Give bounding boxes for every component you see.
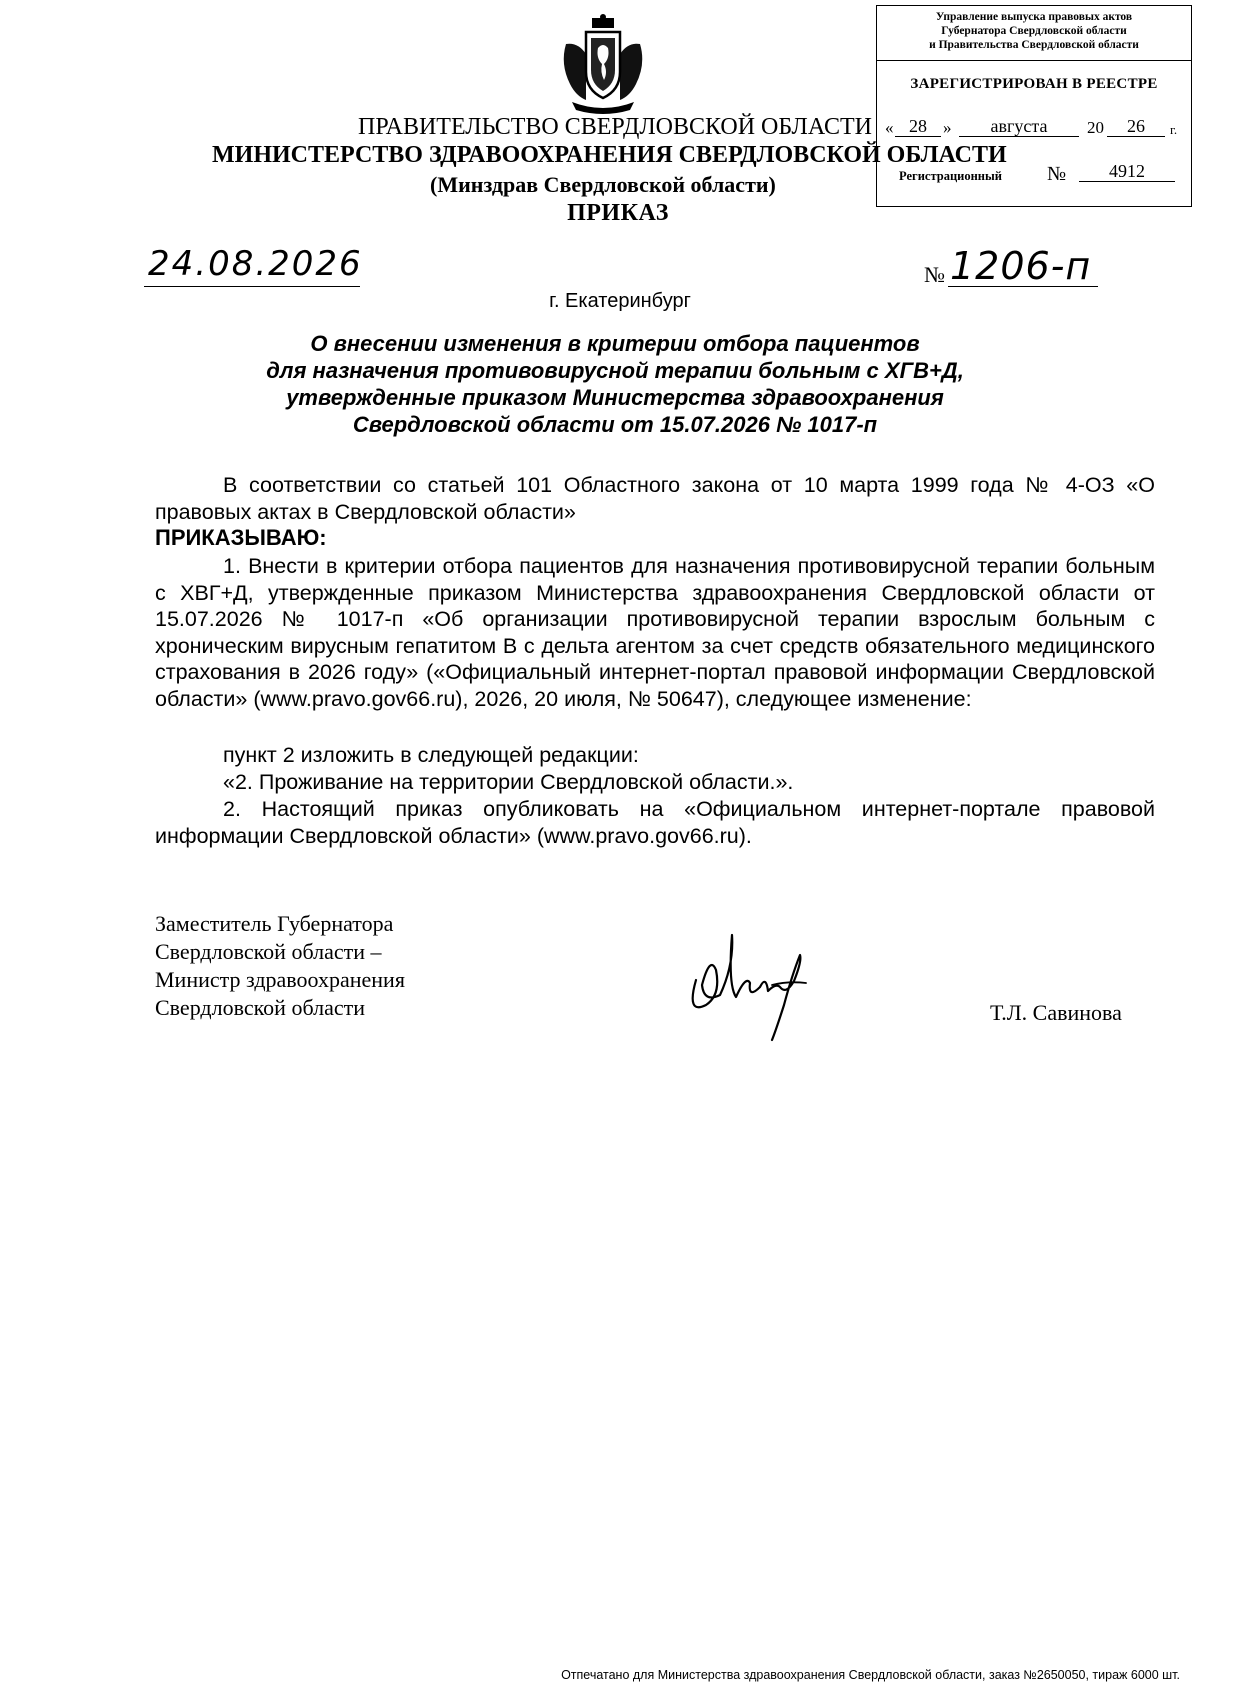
stamp-department [877,6,1191,61]
signer-position-line: Свердловской области – [155,939,382,964]
signer-position-line: Заместитель Губернатора [155,911,394,936]
item-2-paragraph: 2. Настоящий приказ опубликовать на «Официальном интернет-портале правовой информации Свердловской области» (www.pravo.gov66.ru). [155,797,1155,848]
stamp-year-suffix: 26 [1107,116,1165,137]
order-number-underline [948,286,1098,287]
print-imprint: Отпечатано для Министерства здравоохранения Свердловской области, заказ №2650050, тираж 6000 шт. [561,1668,1180,1682]
subject-line: Свердловской области от 15.07.2026 № 1017-п [352,412,878,437]
stamp-year-abbr: г. [1170,122,1178,137]
subject-line: О внесении изменения в критерии отбора пациентов [310,331,920,356]
stamp-dept-line: Управление выпуска правовых актов [935,11,1133,23]
ministry-title: МИНИСТЕРСТВО ЗДРАВООХРАНЕНИЯ СВЕРДЛОВСКОЙ ОБЛАСТИ [212,142,1007,168]
stamp-reg-number: 4912 [1079,161,1175,182]
stamp-year-prefix: 20 [1087,118,1104,137]
stamp-month: августа [959,116,1079,137]
signer-position-line: Министр здравоохранения [155,967,405,992]
stamp-no-sign: № [1047,163,1067,185]
stamp-dept-line: Губернатора Свердловской области [941,25,1127,37]
order-date-underline [144,286,360,287]
signer-position-line: Свердловской области [155,995,365,1020]
order-directive: ПРИКАЗЫВАЮ: [155,525,327,550]
item-1-new-wording: «2. Проживание на территории Свердловской области.». [223,770,794,794]
subject-line: для назначения противовирусной терапии больным с ХГВ+Д, [266,358,964,383]
order-number: 1206-п [950,244,1092,288]
subject-line: утвержденные приказом Министерства здравоохранения [286,385,944,410]
signer-position [155,910,575,1022]
handwritten-signature [676,925,836,1045]
stamp-reg-label: Регистрационный [899,169,1002,183]
item-1-sub-paragraph: пункт 2 изложить в следующей редакции: [223,743,639,767]
ministry-short-name: (Минздрав Свердловской области) [430,172,776,197]
registration-stamp [876,5,1192,207]
item-1-paragraph: 1. Внести в критерии отбора пациентов для назначения противовирусной терапии больным с ХВГ+Д, утвержденные приказом Министерства здравоохранения Свердловской области от 15.07.2026 № 1017-п «Об организации противовирусной терапии взрослым больным с хроническим вирусным гепатитом В с дельта агентом за счет средств обязательного медицинского страхования в 2026 году» («Официальный интернет-портал правовой информации Свердловской области» (www.pravo.gov66.ru), 2026, 20 июля, № 50647), следующее изменение: [155,554,1155,711]
preamble-paragraph: В соответствии со статьей 101 Областного закона от 10 марта 1999 года № 4-ОЗ «О правовых актах в Свердловской области» [155,473,1155,524]
city: г. Екатеринбург [549,290,691,312]
order-number-sign: № [924,262,945,287]
order-subject [150,330,1080,438]
stamp-dept-line: и Правительства Свердловской области [929,39,1139,51]
coat-of-arms-emblem [556,14,650,116]
document-type: ПРИКАЗ [567,200,669,226]
stamp-day: 28 [895,116,941,137]
signer-name: Т.Л. Савинова [990,1000,1122,1025]
government-title: ПРАВИТЕЛЬСТВО СВЕРДЛОВСКОЙ ОБЛАСТИ [358,114,872,140]
stamp-registered-label: ЗАРЕГИСТРИРОВАН В РЕЕСТРЕ [910,76,1158,92]
stamp-date-line: « 28 » августа 20 26 г. [885,116,1178,137]
order-date: 24.08.2026 [148,244,363,284]
